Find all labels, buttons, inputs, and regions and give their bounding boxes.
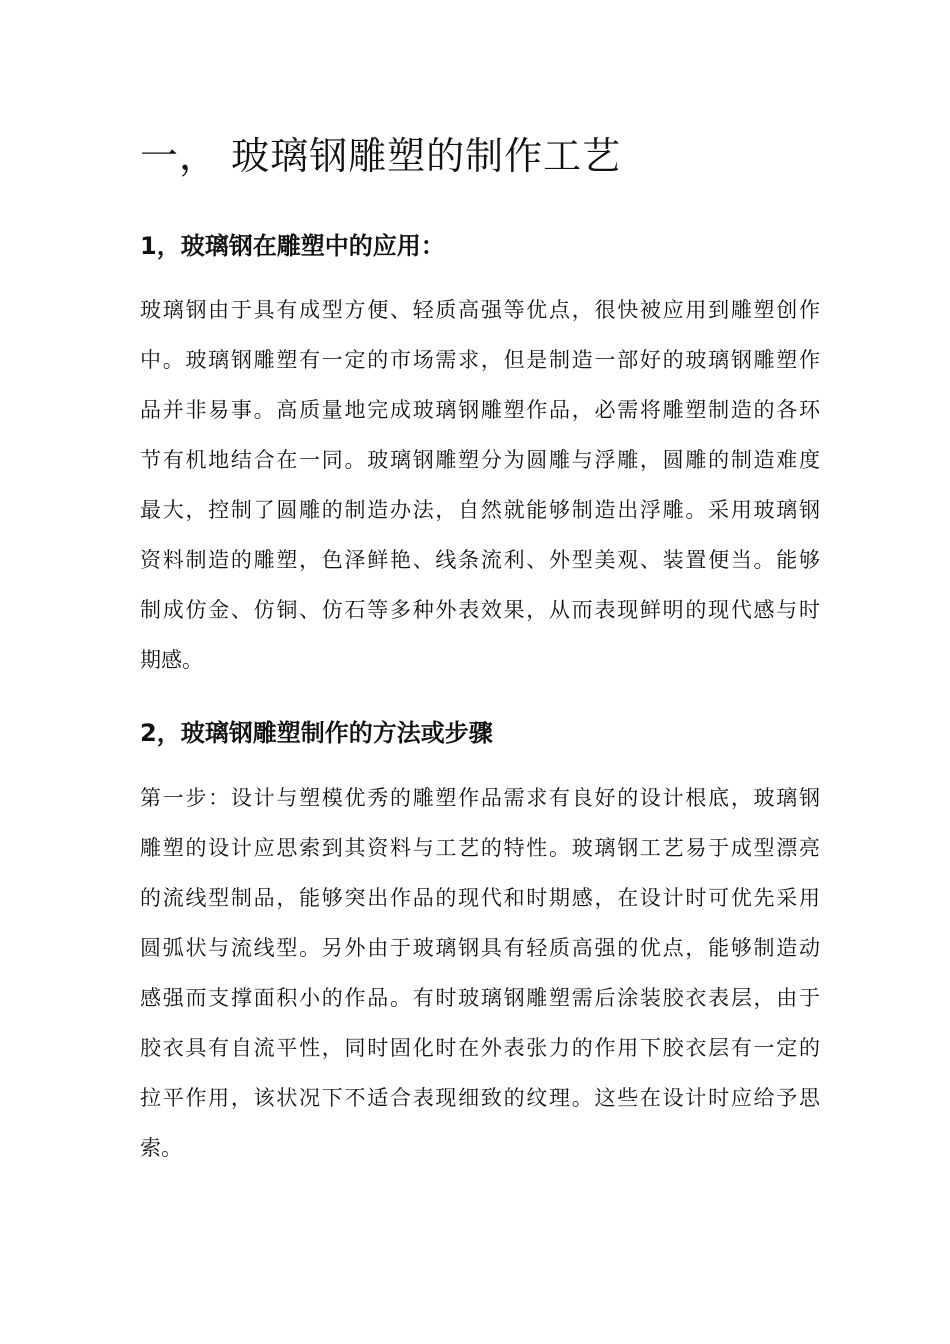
paragraph-line: 资料制造的雕塑，色泽鲜艳、线条流利、外型美观、装置便当。能够: [140, 548, 820, 572]
paragraph-line: 圆弧状与流线型。另外由于玻璃钢具有轻质高强的优点，能够制造动: [140, 936, 820, 960]
paragraph-line: 第一步：设计与塑模优秀的雕塑作品需求有良好的设计根底，玻璃钢: [140, 786, 820, 810]
paragraph-line: 中。玻璃钢雕塑有一定的市场需求，但是制造一部好的玻璃钢雕塑作: [140, 348, 820, 372]
paragraph-line: 节有机地结合在一同。玻璃钢雕塑分为圆雕与浮雕，圆雕的制造难度: [140, 448, 820, 472]
paragraph-line: 感强而支撑面积小的作品。有时玻璃钢雕塑需后涂装胶衣表层，由于: [140, 986, 820, 1010]
paragraph-line: 最大，控制了圆雕的制造办法，自然就能够制造出浮雕。采用玻璃钢: [140, 498, 820, 522]
paragraph-line: 制成仿金、仿铜、仿石等多种外表效果，从而表现鲜明的现代感与时: [140, 598, 820, 622]
section-1-paragraph: [140, 285, 820, 685]
paragraph-line: 品并非易事。高质量地完成玻璃钢雕塑作品，必需将雕塑制造的各环: [140, 398, 820, 422]
page-title: 一， 玻璃钢雕塑的制作工艺: [140, 134, 622, 178]
paragraph-line: 玻璃钢由于具有成型方便、轻质高强等优点，很快被应用到雕塑创作: [140, 298, 820, 322]
paragraph-line: 拉平作用，该状况下不适合表现细致的纹理。这些在设计时应给予思: [140, 1086, 820, 1110]
paragraph-line: 索。: [140, 1136, 182, 1160]
paragraph-line: 的流线型制品，能够突出作品的现代和时期感，在设计时可优先采用: [140, 886, 820, 910]
section-heading-1: 1，玻璃钢在雕塑中的应用：: [140, 232, 445, 260]
paragraph-line: 期感。: [140, 648, 203, 672]
section-heading-2: 2，玻璃钢雕塑制作的方法或步骤: [140, 719, 493, 747]
paragraph-line: 胶衣具有自流平性，同时固化时在外表张力的作用下胶衣层有一定的: [140, 1036, 820, 1060]
section-2-paragraph: [140, 773, 820, 1173]
paragraph-line: 雕塑的设计应思索到其资料与工艺的特性。玻璃钢工艺易于成型漂亮: [140, 836, 820, 860]
